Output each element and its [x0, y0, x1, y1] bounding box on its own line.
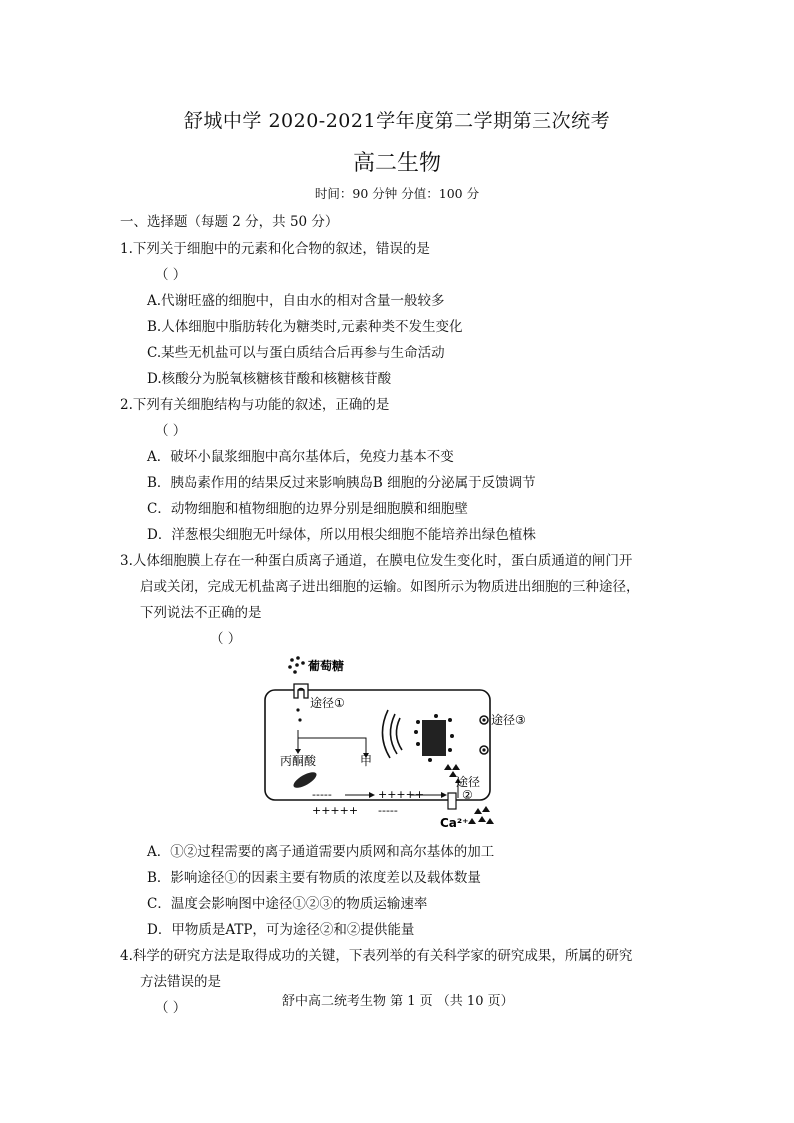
section-title: 一、选择题（每题 2 分，共 50 分）: [120, 214, 339, 230]
question-1-option-c: C.某些无机盐可以与蛋白质结合后再参与生命活动: [147, 345, 445, 361]
transport-diagram: [250, 650, 526, 835]
label-jia: 甲: [360, 754, 373, 768]
label-minus-1: -----: [312, 788, 332, 801]
label-plus-1: +++++: [312, 804, 359, 817]
question-1-option-a: A.代谢旺盛的细胞中，自由水的相对含量一般较多: [147, 293, 445, 309]
label-minus-2: -----: [378, 804, 398, 817]
label-path-2a: 途径: [456, 775, 481, 789]
question-3-stem-line-1: 3.人体细胞膜上存在一种蛋白质离子通道，在膜电位发生变化时，蛋白质通道的闸门开: [120, 553, 633, 569]
question-4-bracket: （ ）: [155, 1000, 187, 1016]
question-3-option-b: B．影响途径①的因素主要有物质的浓度差以及载体数量: [147, 870, 481, 886]
question-1-option-b: B.人体细胞中脂肪转化为糖类时,元素种类不发生变化: [147, 319, 463, 335]
label-path-3: 途径③: [491, 713, 526, 727]
time-info: 时间：90 分钟 分值：100 分: [314, 186, 480, 201]
golgi-apparatus-icon: [382, 710, 402, 758]
question-1-stem: 1.下列关于细胞中的元素和化合物的叙述，错误的是: [120, 241, 430, 257]
subject-title: 高二生物: [352, 151, 441, 176]
carrier-protein-icon: [294, 684, 308, 698]
vesicle-cluster-icon: [414, 714, 454, 762]
label-pyruvate: 丙酮酸: [280, 754, 317, 768]
label-plus-2: +++++: [378, 788, 425, 801]
glucose-molecules-icon: [288, 656, 305, 674]
exam-title: 舒城中学 2020-2021学年度第二学期第三次统考: [183, 110, 611, 132]
question-3-stem-line-3: 下列说法不正确的是: [140, 605, 262, 621]
question-1-option-d: D.核酸分为脱氧核糖核苷酸和核糖核苷酸: [147, 371, 392, 387]
question-2-option-a: A．破坏小鼠浆细胞中高尔基体后，免疫力基本不变: [147, 449, 454, 465]
page-footer: 舒中高二统考生物 第 1 页 （共 10 页）: [282, 994, 514, 1009]
question-3-stem-line-2: 启或关闭，完成无机盐离子进出细胞的运输。如图所示为物质进出细胞的三种途径，: [140, 579, 640, 595]
question-4-stem-line-2: 方法错误的是: [140, 974, 221, 990]
question-2-stem: 2.下列有关细胞结构与功能的叙述，正确的是: [120, 397, 390, 413]
question-2-bracket: （ ）: [155, 423, 187, 439]
question-3-option-c: C．温度会影响图中途径①②③的物质运输速率: [147, 896, 428, 912]
question-3-option-a: A．①②过程需要的离子通道需要内质网和高尔基体的加工: [147, 844, 495, 860]
question-2-option-c: C．动物细胞和植物细胞的边界分别是细胞膜和细胞壁: [147, 501, 468, 517]
label-path-1: 途径①: [310, 696, 345, 710]
label-calcium: Ca²⁺: [440, 816, 469, 830]
ion-channel-icon: [448, 793, 456, 809]
question-2-option-b: B．胰岛素作用的结果反过来影响胰岛B 细胞的分泌属于反馈调节: [147, 475, 536, 491]
label-path-2b: ②: [462, 788, 473, 802]
question-1-bracket: （ ）: [155, 267, 187, 283]
pyruvate-loop-line: [298, 730, 366, 754]
label-glucose: 葡萄糖: [308, 659, 345, 673]
question-4-stem-line-1: 4.科学的研究方法是取得成功的关键，下表列举的有关科学家的研究成果，所属的研究: [120, 948, 633, 964]
question-3-bracket: （ ）: [210, 631, 242, 647]
question-3-option-d: D．甲物质是ATP，可为途径②和②提供能量: [147, 922, 415, 938]
question-2-option-d: D．洋葱根尖细胞无叶绿体，所以用根尖细胞不能培养出绿色植株: [147, 527, 536, 543]
